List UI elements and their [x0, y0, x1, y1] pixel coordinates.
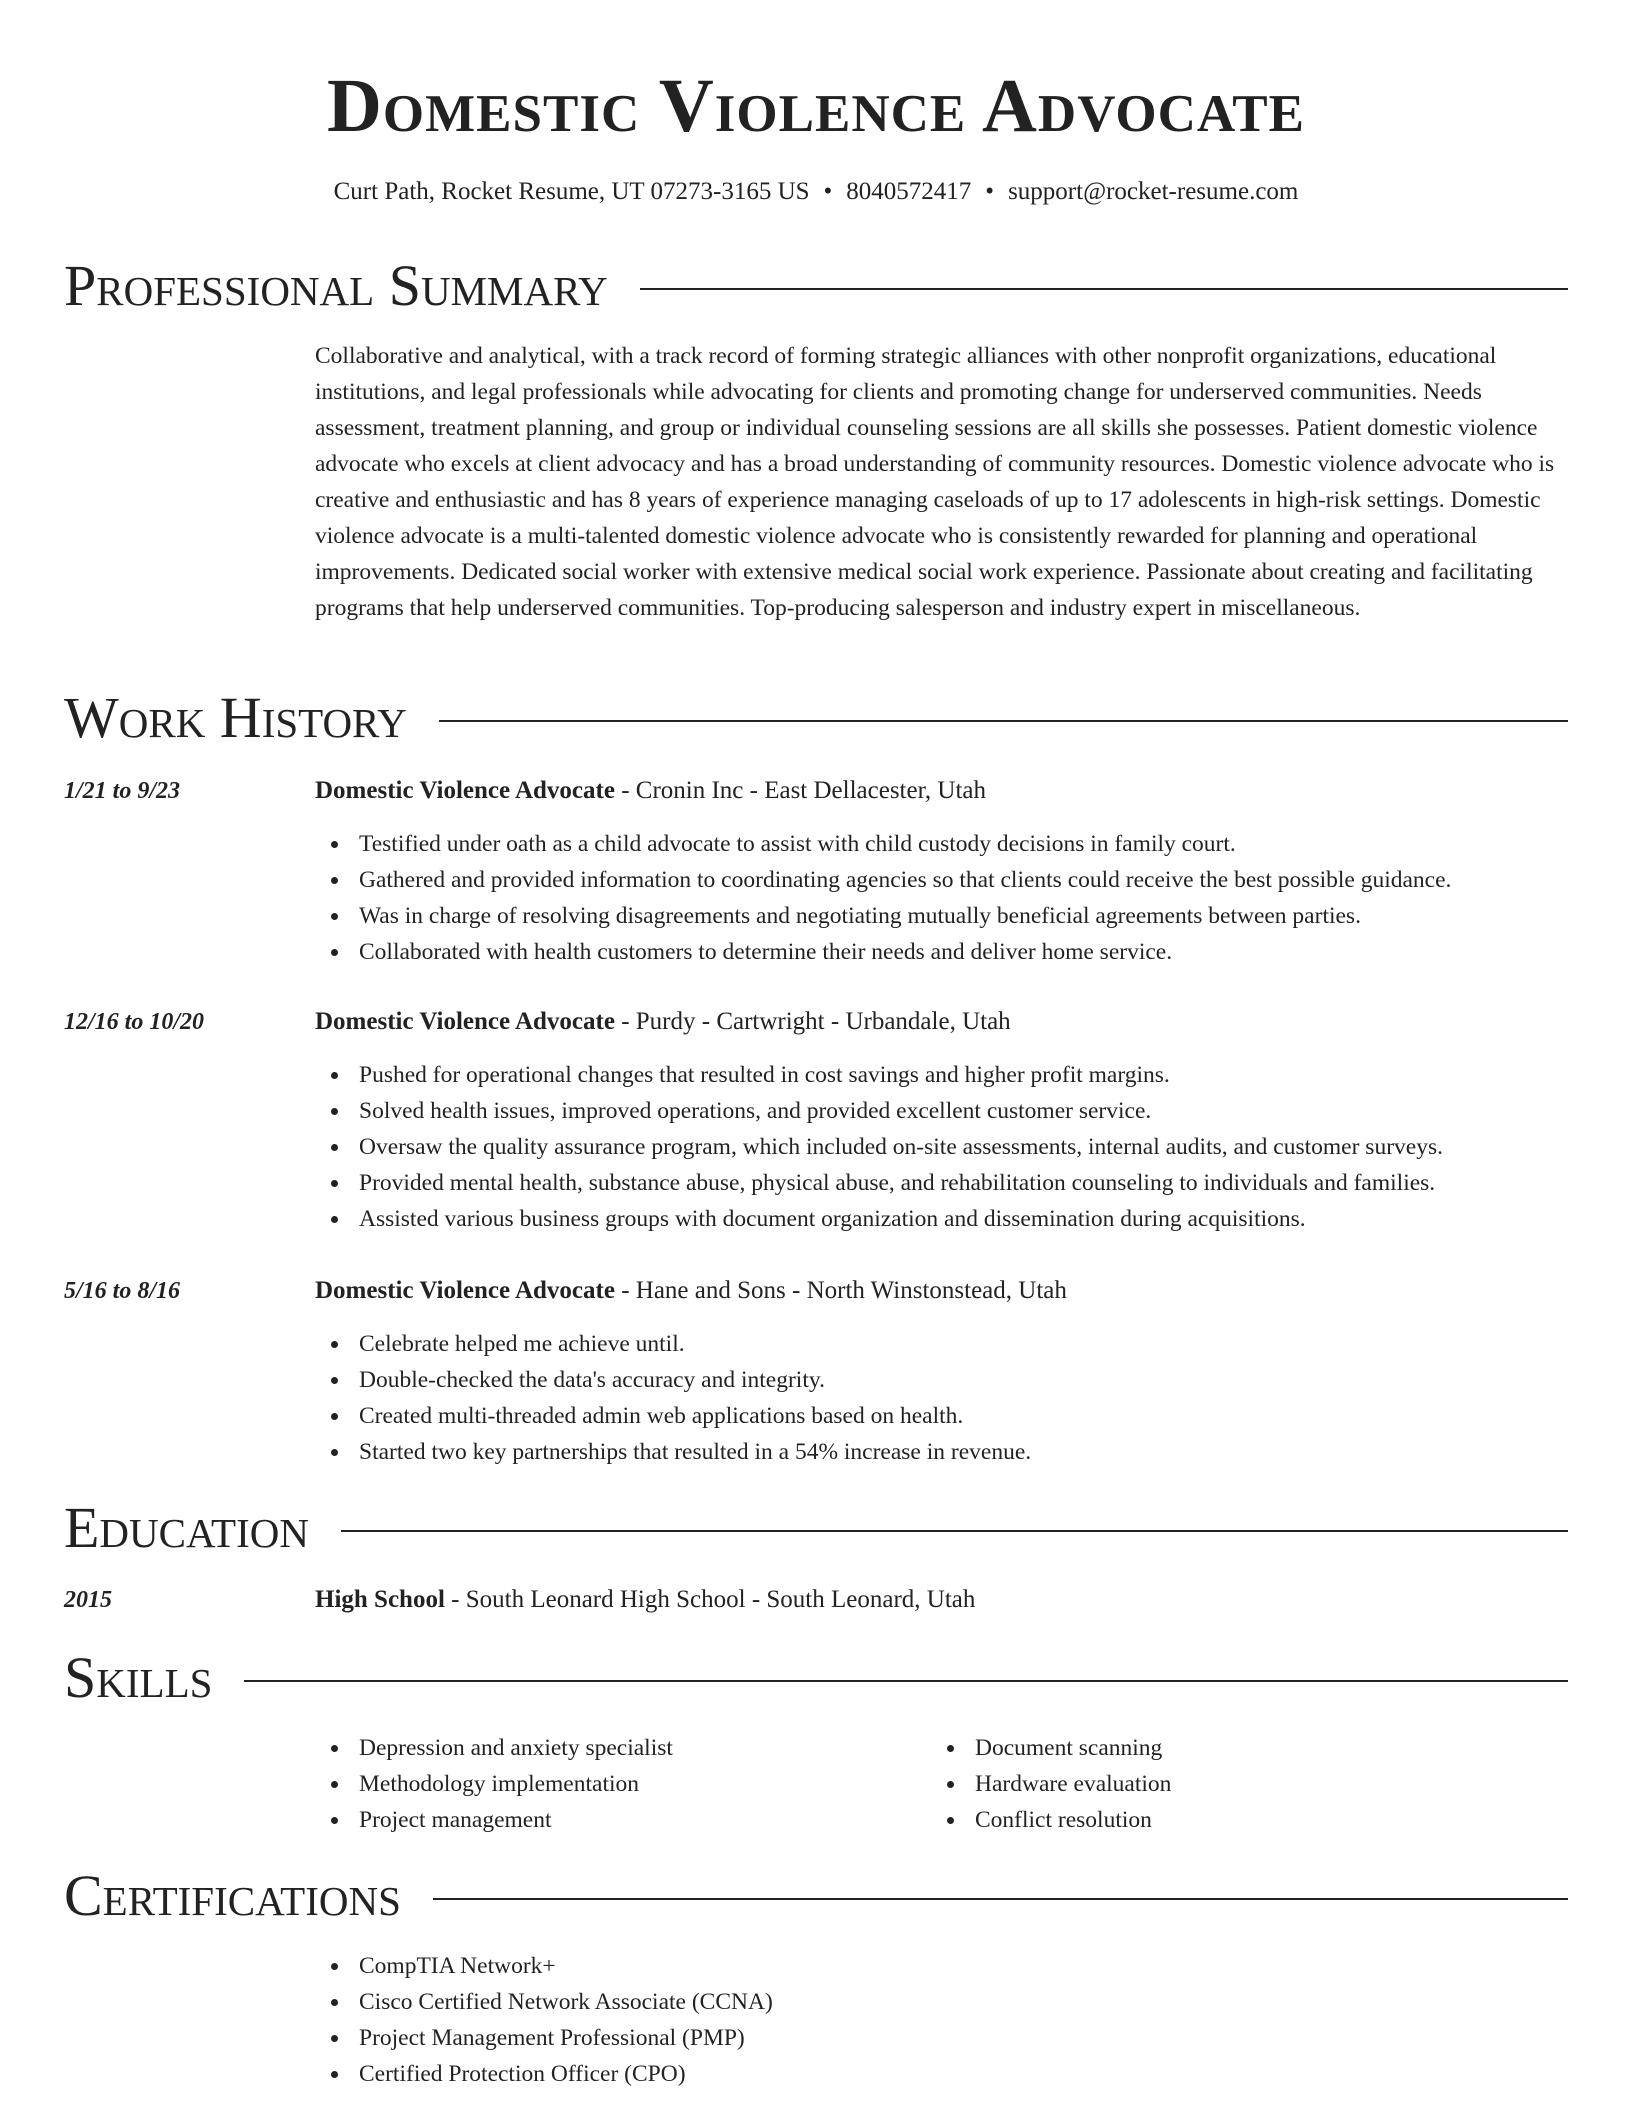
- section-divider: [640, 288, 1568, 290]
- job-heading: [315, 1005, 1011, 1039]
- list-item: Created multi-threaded admin web applications based on health.: [315, 1398, 1575, 1434]
- list-item: Was in charge of resolving disagreements and negotiating mutually beneficial agreements between parties.: [315, 898, 1575, 934]
- contact-address: Curt Path, Rocket Resume, UT 07273-3165 US: [333, 178, 810, 205]
- skill-item: Project management: [315, 1802, 915, 1838]
- certification-item: Cisco Certified Network Associate (CCNA): [315, 1984, 1575, 2020]
- work-history-section-header: [64, 685, 1568, 750]
- summary-heading: Professional Summary: [64, 253, 608, 318]
- contact-phone: 8040572417: [846, 178, 972, 205]
- skill-item: Depression and anxiety specialist: [315, 1730, 915, 1766]
- contact-line: [0, 174, 1632, 210]
- education-entry: [315, 1583, 975, 1617]
- job-bullet-list: [315, 1057, 1575, 1237]
- list-item: Celebrate helped me achieve until.: [315, 1326, 1575, 1362]
- job-heading: [315, 774, 986, 808]
- education-year: 2015: [64, 1587, 112, 1613]
- skills-heading: Skills: [64, 1645, 213, 1710]
- job-title: Domestic Violence Advocate: [315, 1008, 615, 1035]
- contact-separator: •: [985, 178, 995, 205]
- list-item: Started two key partnerships that resulted in a 54% increase in revenue.: [315, 1434, 1575, 1470]
- job-dates: 1/21 to 9/23: [64, 778, 181, 804]
- list-item: Gathered and provided information to coordinating agencies so that clients could receive the best possible guidance.: [315, 862, 1575, 898]
- list-item: Collaborated with health customers to determine their needs and deliver home service.: [315, 934, 1575, 970]
- skill-item: Methodology implementation: [315, 1766, 915, 1802]
- resume-title: Domestic Violence Advocate: [327, 64, 1305, 148]
- job-dates: 5/16 to 8/16: [64, 1278, 181, 1304]
- list-item: Pushed for operational changes that resulted in cost savings and higher profit margins.: [315, 1057, 1575, 1093]
- job-heading: [315, 1274, 1067, 1308]
- skill-item: Hardware evaluation: [931, 1766, 1531, 1802]
- education-degree: High School: [315, 1586, 445, 1613]
- education-school-location: - South Leonard High School - South Leonard, Utah: [444, 1586, 976, 1613]
- certifications-list: [315, 1948, 1575, 2092]
- section-divider: [244, 1680, 1568, 1682]
- list-item: Oversaw the quality assurance program, which included on-site assessments, internal audits, and customer surveys.: [315, 1129, 1575, 1165]
- summary-text: Collaborative and analytical, with a track record of forming strategic alliances with other nonprofit organizations, educational institutions, and legal professionals while advocating for clients and promoting change for underserved communities. Needs assessment, treatment planning, and group or individual counseling sessions are all skills she possesses. Patient domestic violence advocate who excels at client advocacy and has a broad understanding of community resources. Domestic violence advocate who is creative and enthusiastic and has 8 years of experience managing caseloads of up to 17 adolescents in high-risk settings. Domestic violence advocate is a multi-talented domestic violence advocate who is consistently rewarded for planning and operational improvements. Dedicated social worker with extensive medical social work experience. Passionate about creating and facilitating programs that help underserved communities. Top-producing salesperson and industry expert in miscellaneous.: [315, 343, 1555, 621]
- list-item: Assisted various business groups with document organization and dissemination during acquisitions.: [315, 1201, 1575, 1237]
- job-employer-location: - Hane and Sons - North Winstonstead, Utah: [614, 1277, 1067, 1304]
- certifications-heading: Certifications: [64, 1863, 401, 1928]
- job-title: Domestic Violence Advocate: [315, 1277, 615, 1304]
- contact-separator: •: [823, 178, 833, 205]
- skills-section-header: [64, 1645, 1568, 1710]
- section-divider: [433, 1898, 1568, 1900]
- summary-section-header: [64, 253, 1568, 318]
- job-employer-location: - Cronin Inc - East Dellacester, Utah: [614, 777, 987, 804]
- list-item: Solved health issues, improved operations, and provided excellent customer service.: [315, 1093, 1575, 1129]
- job-dates: 12/16 to 10/20: [64, 1009, 205, 1035]
- certifications-section-header: [64, 1863, 1568, 1928]
- work-history-heading: Work History: [64, 685, 407, 750]
- certification-item: CompTIA Network+: [315, 1948, 1575, 1984]
- skills-list-right: [931, 1730, 1531, 1838]
- list-item: Provided mental health, substance abuse, physical abuse, and rehabilitation counseling to individuals and families.: [315, 1165, 1575, 1201]
- job-bullet-list: [315, 826, 1575, 970]
- skill-item: Conflict resolution: [931, 1802, 1531, 1838]
- skills-list-left: [315, 1730, 915, 1838]
- job-title: Domestic Violence Advocate: [315, 777, 615, 804]
- certification-item: Certified Protection Officer (CPO): [315, 2056, 1575, 2092]
- list-item: Testified under oath as a child advocate to assist with child custody decisions in family court.: [315, 826, 1575, 862]
- job-bullet-list: [315, 1326, 1575, 1470]
- job-employer-location: - Purdy - Cartwright - Urbandale, Utah: [614, 1008, 1011, 1035]
- education-heading: Education: [64, 1495, 309, 1560]
- section-divider: [439, 720, 1568, 722]
- contact-email: support@rocket-resume.com: [1008, 178, 1299, 205]
- certification-item: Project Management Professional (PMP): [315, 2020, 1575, 2056]
- section-divider: [341, 1530, 1568, 1532]
- education-section-header: [64, 1495, 1568, 1560]
- list-item: Double-checked the data's accuracy and integrity.: [315, 1362, 1575, 1398]
- skill-item: Document scanning: [931, 1730, 1531, 1766]
